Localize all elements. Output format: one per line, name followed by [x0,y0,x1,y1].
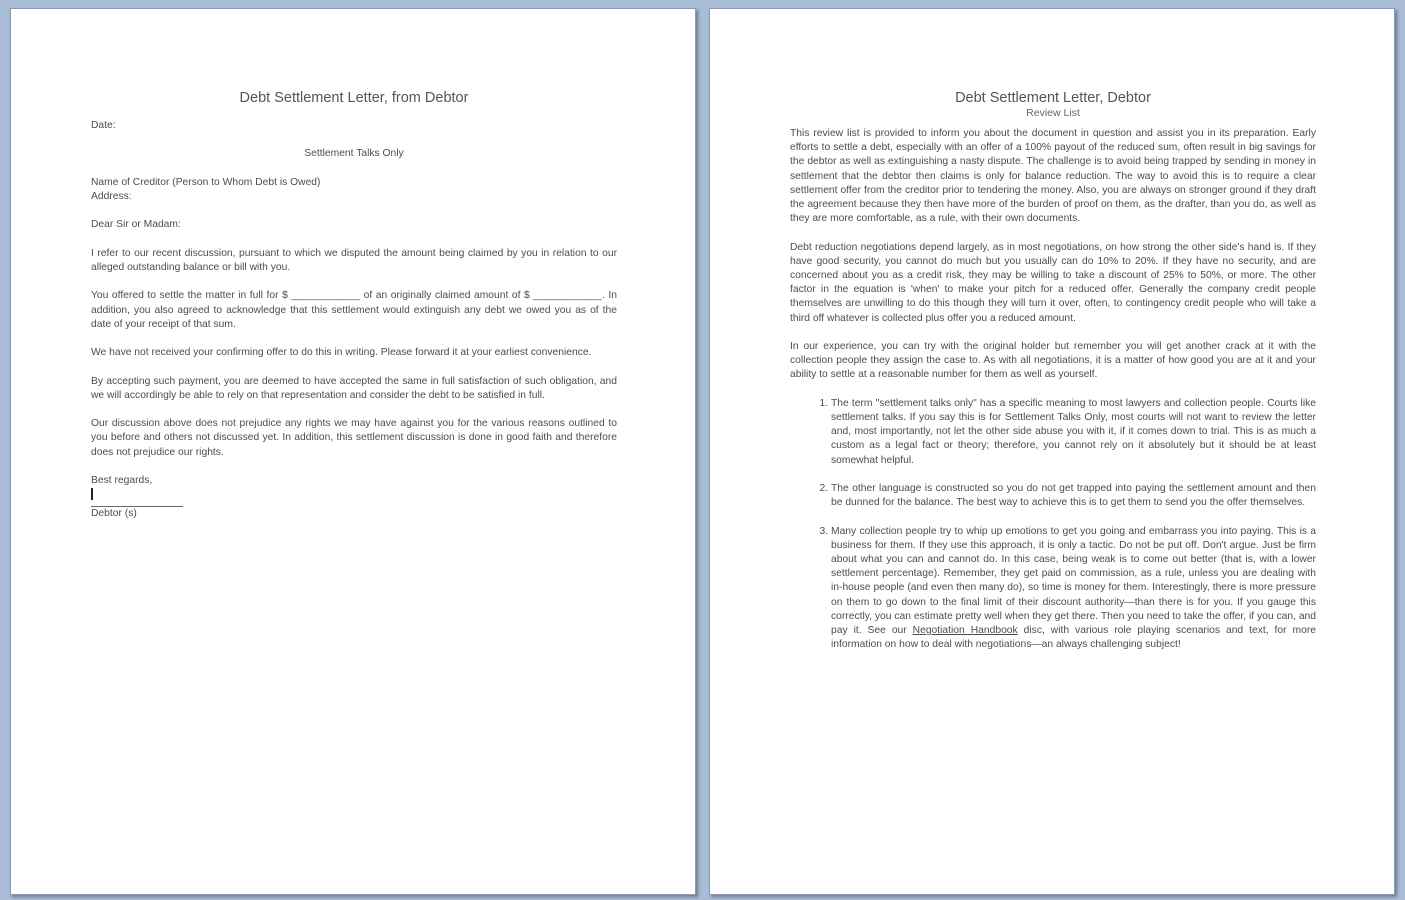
document-page-letter [10,8,696,895]
review-list-item-text: disc, with various role playing scenarios and text, for more information on how to deal with negotiations—an always challenging subject! [831,625,1316,651]
review-list-item-text: The other language is constructed so you do not get trapped into paying the settlement amount and then be dunned for the balance. The best way to achieve this is to get them to send you the offer themselves. [831,483,1316,509]
review-list-item [831,525,1316,653]
settlement-heading: Settlement Talks Only [304,148,404,160]
closing: Best regards, [91,474,153,486]
review-title: Debt Settlement Letter, Debtor [955,90,1151,106]
review-list-item [831,397,1316,468]
text-cursor[interactable] [91,488,93,500]
letter-body [91,89,617,522]
review-paragraph: In our experience, you can try with the original holder but remember you will get another crack at it with the collection people they assign the case to. As with all negotiations, it is a matter of how good you are at it and your ability to settle at a reasonable number for them as well as yourself. [790,341,1316,381]
letter-paragraph: By accepting such payment, you are deemed to have accepted the same in full satisfaction of such obligation, and we will accordingly be able to rely on that representation and consider the debt to be satisfied in full. [91,375,617,401]
review-list-item [831,482,1316,510]
date-label: Date: [91,120,116,131]
document-page-review-list [709,8,1395,895]
address-label: Address: [91,190,132,202]
review-subtitle: Review List [1026,107,1080,119]
creditor-name: Name of Creditor (Person to Whom Debt is Owed) [91,176,321,188]
review-paragraph: This review list is provided to inform you about the document in question and assist you in its preparation. Early efforts to settle a debt, especially with an offer of a 100% payout of the reduced sum, often result in big savings for the debtor as well as extinguishing a nasty dispute. The challenge is to avoid being trapped by sending in money in settlement that the debtor then claims is only for balance reduction. The way to avoid this is to require a clear settlement offer from the creditor prior to tendering the money. Also, you are always on stronger ground if they draft the agreement because they then have more of the burden of proof on them, as the drafter, than you do, as well as they are more comfortable, as a rule, with their own documents. [790,128,1316,225]
letter-paragraph: We have not received your confirming offer to do this in writing. Please forward it at your earliest convenience. [91,347,592,359]
salutation: Dear Sir or Madam: [91,219,181,231]
letter-paragraph: You offered to settle the matter in full for $ ____________ of an originally claimed amount of $ ____________. In addition, you also agreed to acknowledge that this settlement would extinguish any debt we owed you as of the date of your receipt of that sum. [91,290,617,330]
letter-title: Debt Settlement Letter, from Debtor [239,90,469,106]
letter-paragraph: I refer to our recent discussion, pursuant to which we disputed the amount being claimed by you in relation to our alleged outstanding balance or bill with you. [91,247,617,273]
review-paragraph: Debt reduction negotiations depend largely, as in most negotiations, on how strong the other side's hand is. If they have good security, you cannot do much but you usually can do 10% to 20%. If they have no security, and are concerned about you as a credit risk, they may be willing to take a discount of 25% to 50%, or more. The other factor in the equation is 'when' to make your pitch for a reduced offer. Generally the company credit people themselves are unwilling to do this though they will turn it over, often, to contingency credit people who will take a third off whatever is collected plus offer you a reduced amount. [790,241,1316,324]
signature-label: Debtor (s) [91,508,137,520]
negotiation-handbook-link[interactable]: Negotiation Handbook [912,625,1018,637]
review-list-item-text: Many collection people try to whip up emotions to get you going and embarrass you into paying. This is a business for them. If they use this approach, it is only a tactic. Do not be put off. Don't argue. Just be firm about what you can and cannot do. In this case, being weak is to come out better (that is, with a lower settlement percentage). Remember, they get paid on commission, as a rule, unless you are dealing with in-house people (and even then many do), so time is money for them. Interestingly, there is more pressure on them to go down to the final limit of their discount authority—than there is for you. If you gauge this correctly, you can estimate pretty well when they get there. Then you need to take the offer, if you can, and pay it. See our [831,525,1316,637]
letter-paragraph: Our discussion above does not prejudice any rights we may have against you for the various reasons outlined to you before and others not discussed yet. In addition, this settlement discussion is done in good faith and therefore does not prejudice our rights. [91,418,617,458]
review-list [790,397,1316,653]
review-list-item-text: The term "settlement talks only" has a specific meaning to most lawyers and collection people. Courts like settlement talks. If you say this is for Settlement Talks Only, most courts will not want to review the letter and, most importantly, not let the other side abuse you with it, if it comes down to trial. This is as much a custom as a legal fact or theory; therefore, you cannot rely on it absolutely but it should be at least somewhat helpful. [831,397,1316,466]
review-body [790,89,1316,667]
